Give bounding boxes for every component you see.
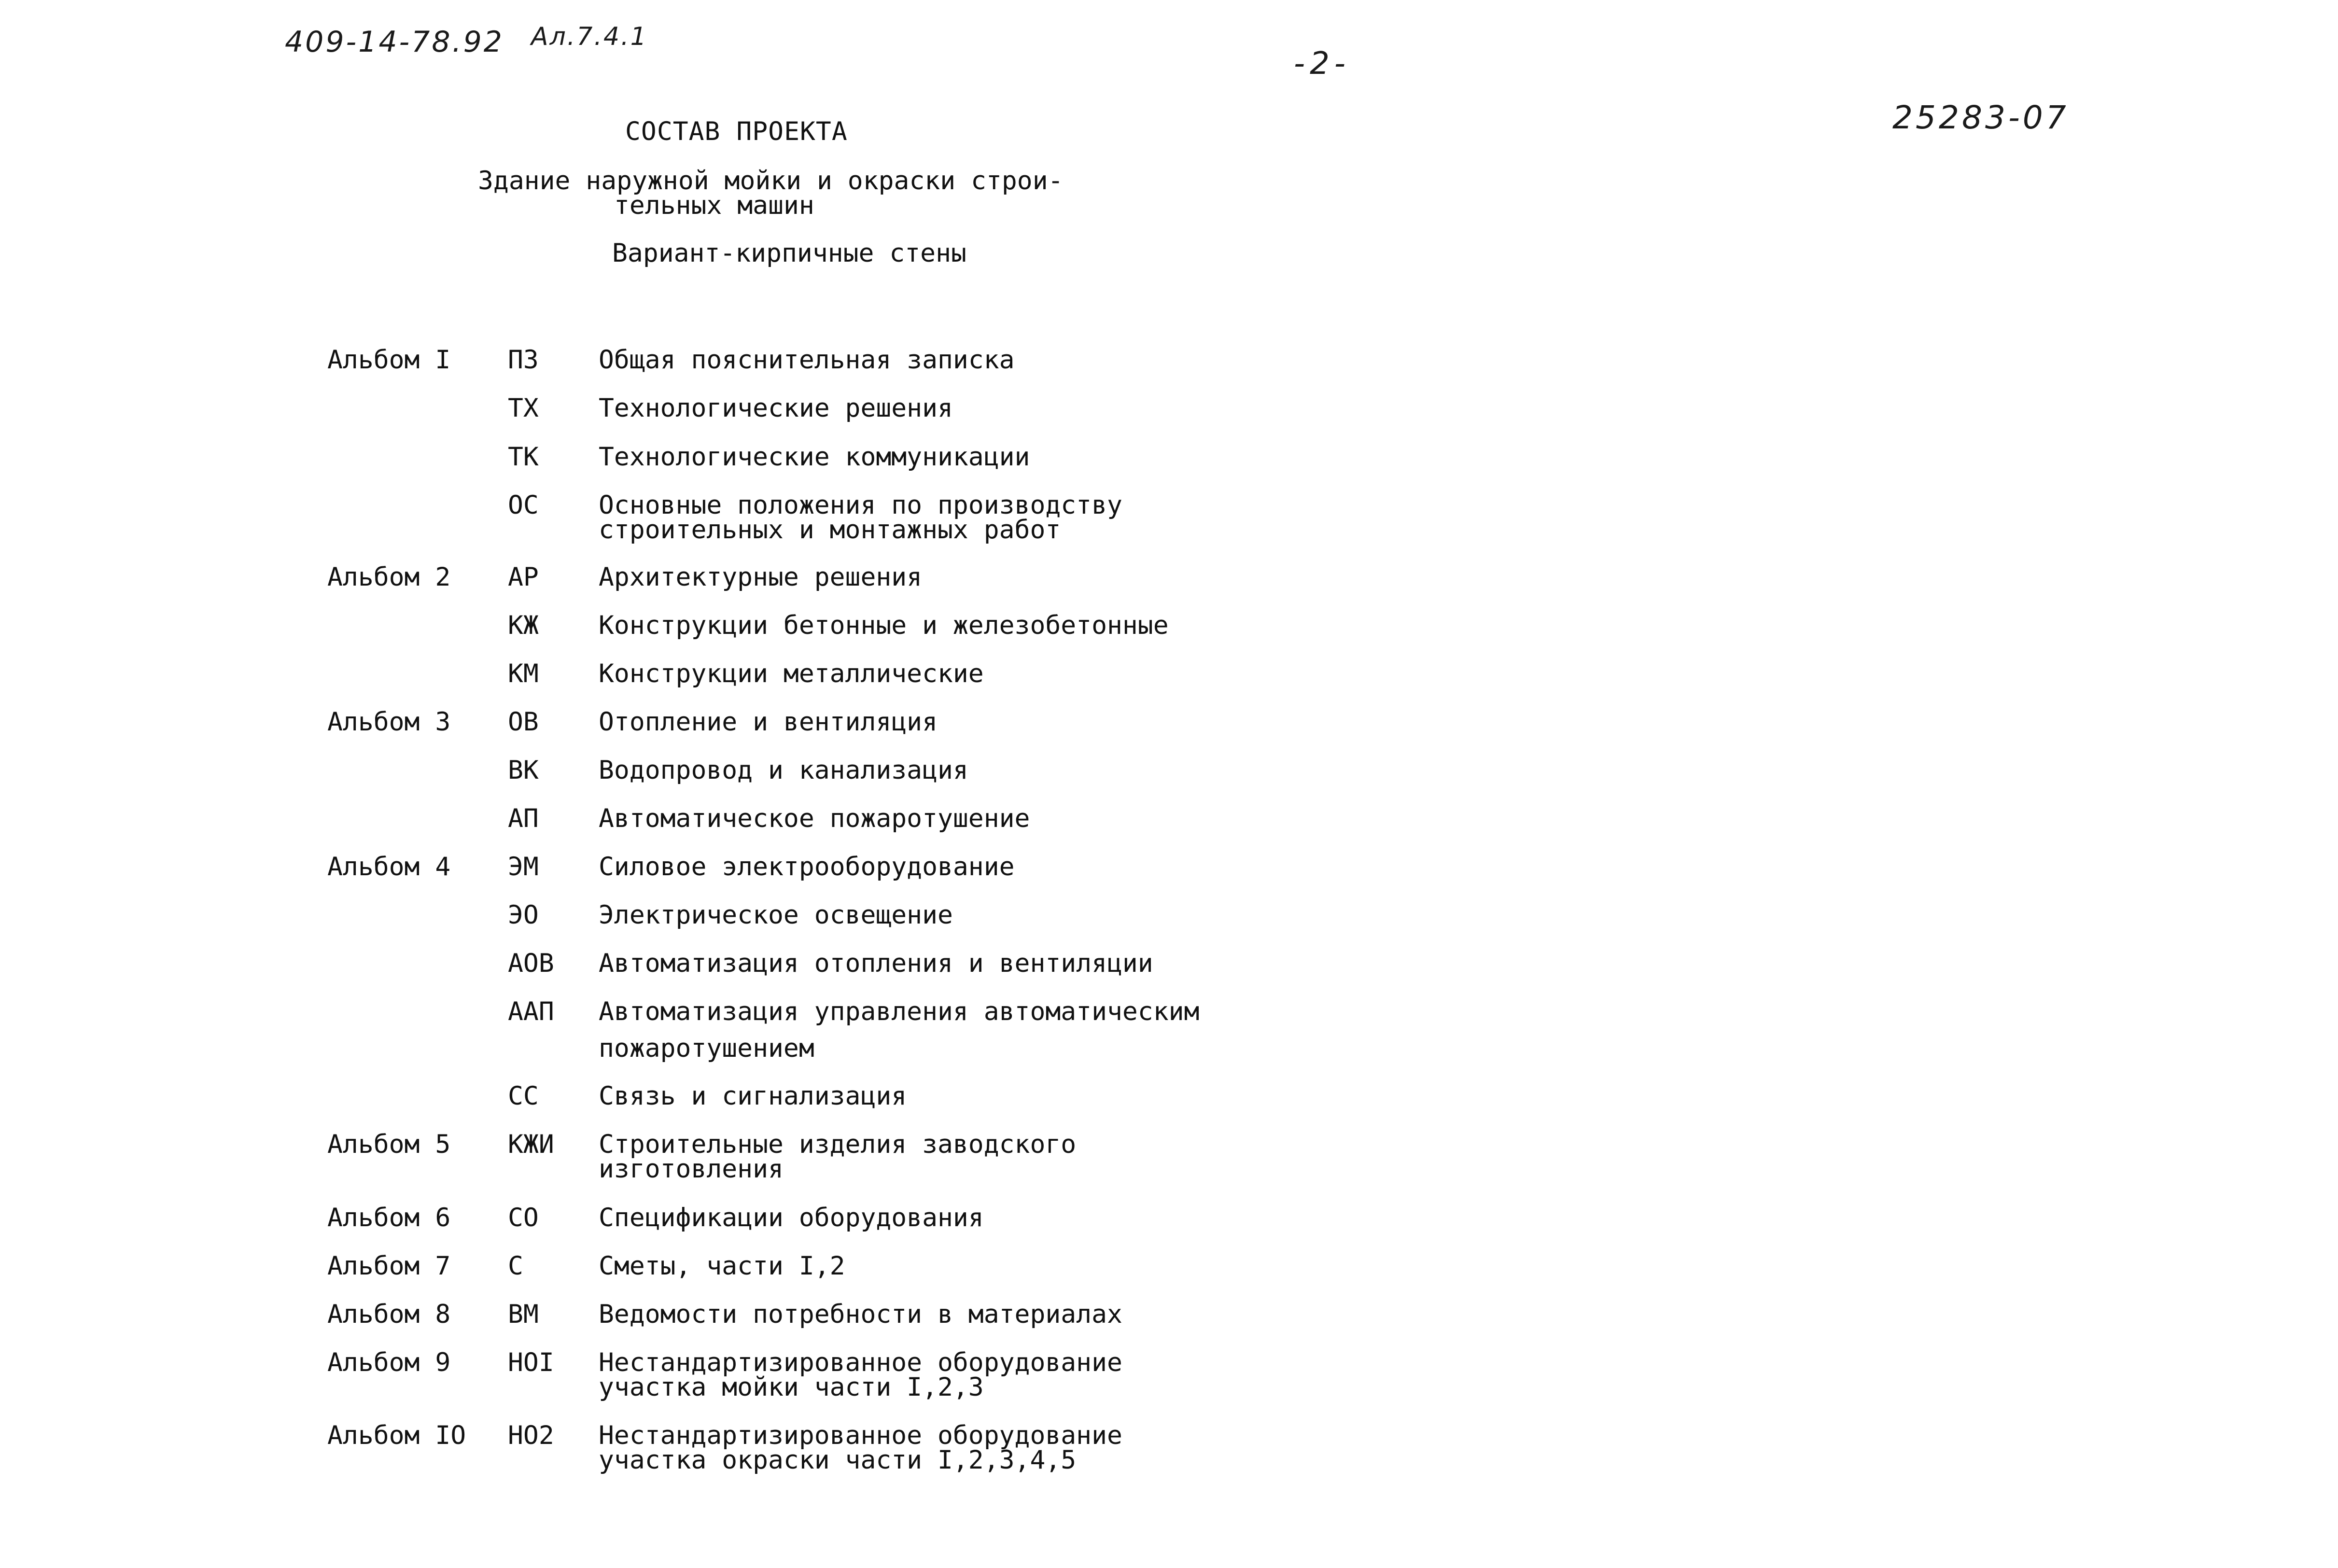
section-code: АР xyxy=(508,562,539,592)
section-description: Силовое электрооборудование xyxy=(599,852,1015,882)
section-description: Связь и сигнализация xyxy=(599,1081,907,1111)
section-description: Спецификации оборудования xyxy=(599,1203,984,1232)
section-code: ПЗ xyxy=(508,345,539,375)
album-label: Альбом 7 xyxy=(327,1251,451,1281)
section-description: Нестандартизированное оборудование участка окраски части I,2,3,4,5 xyxy=(599,1421,1122,1475)
section-code: ВК xyxy=(508,756,539,785)
document-number: 409-14-78.92 xyxy=(285,25,504,59)
album-label: Альбом IO xyxy=(327,1421,466,1450)
album-label: Альбом 9 xyxy=(327,1348,451,1377)
variant-line: Вариант-кирпичные стены xyxy=(612,238,966,268)
album-label: Альбом 4 xyxy=(327,852,451,882)
album-label: Альбом 6 xyxy=(327,1203,451,1232)
section-code: НО2 xyxy=(508,1421,554,1450)
section-code: ТХ xyxy=(508,393,539,423)
section-description: Строительные изделия заводского изготовления xyxy=(599,1130,1077,1184)
section-description: Отопление и вентиляция xyxy=(599,707,938,737)
album-label: Альбом 3 xyxy=(327,707,451,737)
section-description: Водопровод и канализация xyxy=(599,756,968,785)
section-code: ЭМ xyxy=(508,852,539,882)
album-label: Альбом 2 xyxy=(327,562,451,592)
section-code: СС xyxy=(508,1081,539,1111)
album-label: Альбом 5 xyxy=(327,1130,451,1159)
section-code: АОВ xyxy=(508,949,554,978)
page-number: -2- xyxy=(1294,46,1350,82)
section-description: Общая пояснительная записка xyxy=(599,345,1015,375)
section-description: Архитектурные решения xyxy=(599,562,923,592)
section-code: ААП xyxy=(508,997,554,1026)
section-description: Автоматизация отопления и вентиляции xyxy=(599,949,1153,978)
album-label: Альбом I xyxy=(327,345,451,375)
section-code: ОВ xyxy=(508,707,539,737)
section-description: Конструкции бетонные и железобетонные xyxy=(599,611,1169,640)
section-description: Технологические решения xyxy=(599,393,953,423)
section-code: КЖИ xyxy=(508,1130,554,1159)
section-code: КЖ xyxy=(508,611,539,640)
page-title: СОСТАВ ПРОЕКТА xyxy=(625,117,848,146)
section-code: КМ xyxy=(508,659,539,688)
section-code: ТК xyxy=(508,442,539,472)
section-description: Технологические коммуникации xyxy=(599,442,1030,472)
section-code: С xyxy=(508,1251,523,1281)
section-code: СО xyxy=(508,1203,539,1232)
subtitle-line-1: Здание наружной мойки и окраски строи- xyxy=(478,166,1064,196)
section-description: Нестандартизированное оборудование участка мойки части I,2,3 xyxy=(599,1348,1122,1402)
section-description: Автоматизация управления автоматическим пожаротушением xyxy=(599,997,1200,1063)
section-description: Основные положения по производству строительных и монтажных работ xyxy=(599,490,1122,545)
section-description: Ведомости потребности в материалах xyxy=(599,1300,1122,1329)
subtitle-line-2: тельных машин xyxy=(614,191,814,220)
album-label: Альбом 8 xyxy=(327,1300,451,1329)
section-description: Электрическое освещение xyxy=(599,900,953,930)
section-description: Сметы, части I,2 xyxy=(599,1251,845,1281)
section-code: ЭО xyxy=(508,900,539,930)
section-code: ОС xyxy=(508,490,539,520)
section-code: АП xyxy=(508,804,539,833)
section-description: Конструкции металлические xyxy=(599,659,984,688)
section-code: ВМ xyxy=(508,1300,539,1329)
album-note: Ал.7.4.1 xyxy=(531,22,648,51)
section-code: НОI xyxy=(508,1348,554,1377)
archive-number: 25283-07 xyxy=(1892,99,2069,136)
section-description: Автоматическое пожаротушение xyxy=(599,804,1030,833)
